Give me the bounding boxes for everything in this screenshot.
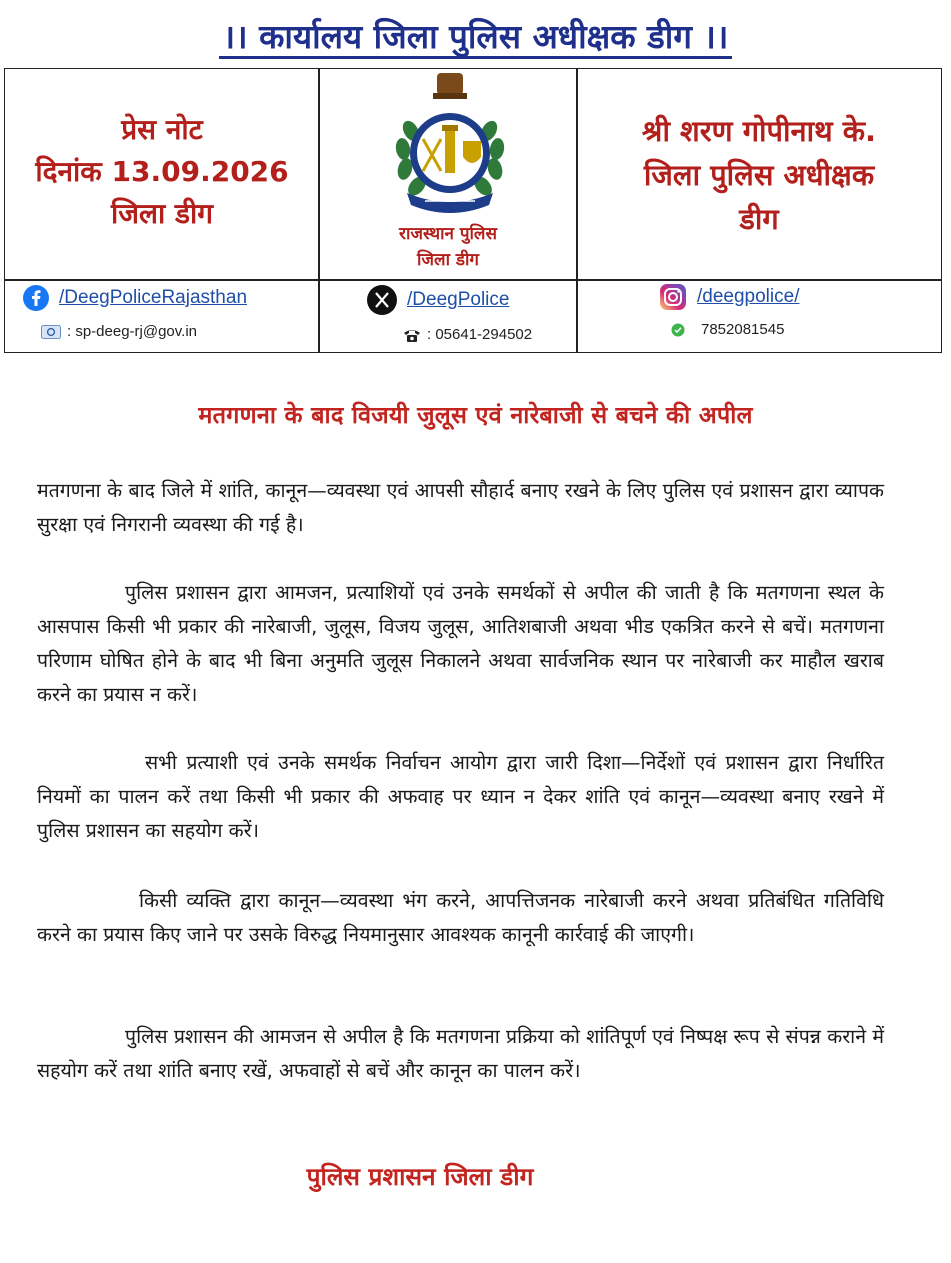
headline: मतगणना के बाद विजयी जुलूस एवं नारेबाजी से बचने की अपील: [198, 401, 753, 429]
whatsapp-number: 7852081545: [701, 321, 785, 338]
facebook-icon: [23, 285, 49, 311]
emblem-block: [319, 69, 577, 279]
office-title-text: ।। कार्यालय जिला पुलिस अधीक्षक डीग ।।: [219, 17, 733, 59]
paragraph-5: पुलिस प्रशासन की आमजन से अपील है कि मतगणना प्रक्रिया को शांतिपूर्ण एवं निष्पक्ष रूप से संपन्न कराने में सहयोग करें तथा शांति बनाए रखें, अफवाहों से बचें और कानून का पालन करें।: [37, 1025, 884, 1082]
sp-designation: जिला पुलिस अधीक्षक: [643, 158, 875, 192]
email-row: [41, 323, 197, 340]
instagram-link-row[interactable]: [659, 283, 799, 311]
sp-district: डीग: [739, 202, 779, 236]
phone-row: [403, 326, 532, 343]
whatsapp-icon: [671, 323, 685, 337]
x-handle[interactable]: /DeegPolice: [407, 289, 510, 310]
signature: पुलिस प्रशासन जिला डीग: [306, 1162, 534, 1191]
email-text: : sp-deeg-rj@gov.in: [67, 323, 198, 340]
telephone-icon: [403, 328, 421, 342]
press-note-date: दिनांक 13.09.2026: [35, 155, 289, 188]
press-note-label: प्रेस नोट: [121, 113, 203, 146]
press-note-block: [5, 69, 319, 279]
emblem-caption: [319, 221, 577, 273]
paragraph-3: सभी प्रत्याशी एवं उनके समर्थक निर्वाचन आयोग द्वारा जारी दिशा—निर्देशों एवं प्रशासन द्वारा निर्धारित नियमों का पालन करें तथा किसी भी प्रकार की अफवाह पर ध्यान न देकर शांति एवं कानून—व्यवस्था बनाए रखने में पुलिस प्रशासन का सहयोग करें।: [37, 751, 884, 842]
facebook-handle[interactable]: /DeegPoliceRajasthan: [59, 287, 248, 308]
x-icon: [367, 285, 397, 315]
instagram-handle[interactable]: /deegpolice/: [697, 286, 800, 307]
email-icon: [41, 325, 61, 339]
office-title: [0, 14, 951, 60]
phone-text: : 05641-294502: [427, 326, 533, 343]
header-table: [4, 68, 942, 353]
emblem-caption-line1: राजस्थान पुलिस: [399, 224, 497, 244]
instagram-icon: [659, 283, 687, 311]
facebook-link-row[interactable]: [23, 285, 247, 311]
whatsapp-row: [671, 321, 784, 338]
x-link-row[interactable]: [367, 285, 509, 315]
rajasthan-police-emblem-icon: [385, 71, 515, 221]
paragraph-1: मतगणना के बाद जिले में शांति, कानून—व्यवस्था एवं आपसी सौहार्द बनाए रखने के लिए पुलिस एवं प्रशासन द्वारा व्यापक सुरक्षा एवं निगरानी व्यवस्था की गई है।: [37, 479, 884, 536]
paragraph-2: पुलिस प्रशासन द्वारा आमजन, प्रत्याशियों एवं उनके समर्थकों से अपील की जाती है कि मतगणना स्थल के आसपास किसी भी प्रकार की नारेबाजी, जुलूस, विजय जुलूस, आतिशबाजी अथवा भीड एकत्रित करने से बचें। मतगणना परिणाम घोषित होने के बाद भी बिना अनुमति जुलूस निकालने अथवा सार्वजनिक स्थान पर नारेबाजी कर माहौल खराब करने का प्रयास न करें।: [37, 581, 884, 706]
press-note-district: जिला डीग: [110, 197, 213, 230]
paragraph-4: किसी व्यक्ति द्वारा कानून—व्यवस्था भंग करने, आपत्तिजनक नारेबाजी करने अथवा प्रतिबंधित गतिविधि करने का प्रयास किए जाने पर उसके विरुद्ध नियमानुसार आवश्यक कानूनी कार्रवाई की जाएगी।: [37, 889, 884, 946]
sp-name: श्री शरण गोपीनाथ के.: [641, 114, 877, 148]
sp-name-block: [577, 69, 941, 279]
emblem-caption-line2: जिला डीग: [417, 250, 479, 270]
